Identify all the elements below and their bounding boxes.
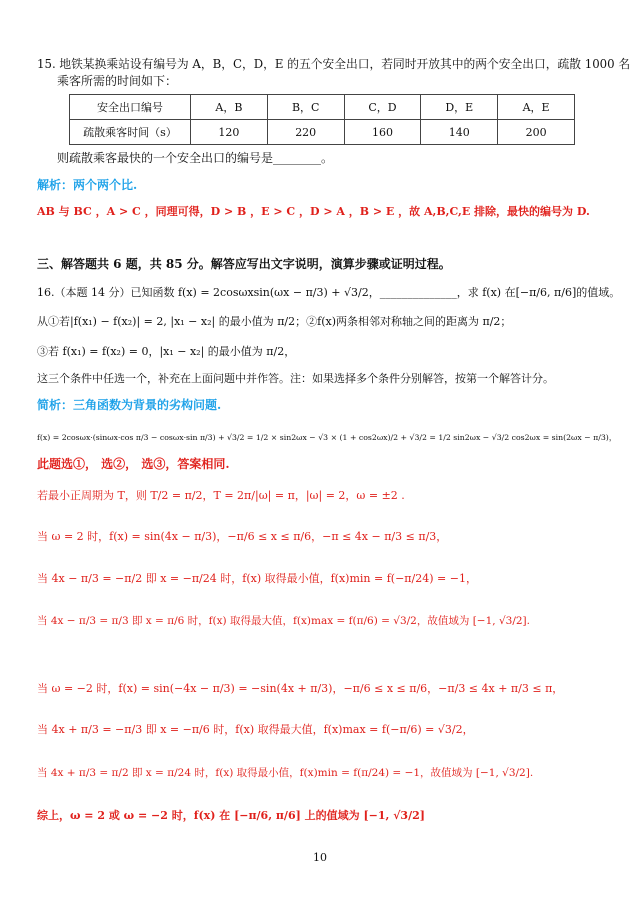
q16-case6: 当 4x + π/3 = π/2 即 x = π/24 时，f(x) 取得最小值，f(x)min = f(π/24) = −1，故值域为 [−1, √3/2].: [37, 767, 534, 779]
table-cell: D，E: [421, 95, 498, 120]
q16-brief: 简析：三角函数为背景的劣构问题.: [37, 398, 222, 412]
q16-period: 若最小正周期为 T，则 T/2 = π/2，T = 2π/|ω| = π，|ω| = 2，ω = ±2 .: [37, 489, 405, 502]
q16-conclusion: 综上，ω = 2 或 ω = −2 时，f(x) 在 [−π/6, π/6] 上的值域为 [−1, √3/2]: [37, 809, 425, 822]
q16-same-answer: 此题选①， 选②， 选③，答案相同.: [37, 457, 230, 471]
table-cell: 160: [344, 120, 421, 145]
table-cell: 140: [421, 120, 498, 145]
q16-line4: 这三个条件中任选一个，补充在上面问题中并作答。注：如果选择多个条件分别解答，按第一个解答计分。: [37, 372, 554, 385]
q16-case1: 当 ω = 2 时，f(x) = sin(4x − π/3)，−π/6 ≤ x ≤ π/6，−π ≤ 4x − π/3 ≤ π/3，: [37, 530, 448, 543]
q15-analysis: 解析：两个两个比.: [37, 178, 138, 192]
q16-line3: ③若 f(x₁) = f(x₂) = 0，|x₁ − x₂| 的最小值为 π/2，: [37, 345, 296, 358]
q15-answer: AB 与 BC ，A > C ，同理可得，D > B ，E > C ，D > A ，B > E ，故 A,B,C,E 排除，最快的编号为 D.: [37, 205, 590, 218]
q16-case5: 当 4x + π/3 = −π/3 即 x = −π/6 时，f(x) 取得最大值，f(x)max = f(−π/6) = √3/2，: [37, 723, 474, 736]
q15-question: 则疏散乘客最快的一个安全出口的编号是________。: [57, 151, 334, 165]
table-cell: 220: [267, 120, 344, 145]
q15-line1: 15. 地铁某换乘站设有编号为 A，B，C，D，E 的五个安全出口，若同时开放其中的两个安全出口，疏散 1000 名: [37, 57, 631, 71]
table-cell: 200: [498, 120, 575, 145]
q16-line2: 从①若|f(x₁) − f(x₂)| = 2, |x₁ − x₂| 的最小值为 π/2；②f(x)两条相邻对称轴之间的距离为 π/2；: [37, 315, 512, 328]
table-cell: A，E: [498, 95, 575, 120]
q15-line2: 乘客所需的时间如下：: [57, 74, 178, 88]
q16-case3: 当 4x − π/3 = π/3 即 x = π/6 时，f(x) 取得最大值，f(x)max = f(π/6) = √3/2，故值域为 [−1, √3/2].: [37, 615, 530, 627]
table-cell: A，B: [191, 95, 268, 120]
table-row: [70, 95, 575, 120]
table-cell: C，D: [344, 95, 421, 120]
table-cell: B，C: [267, 95, 344, 120]
section3-title: 三、解答题共 6 题，共 85 分。解答应写出文字说明，演算步骤或证明过程。: [37, 257, 451, 271]
evacuation-table: [69, 94, 575, 145]
page-number: 10: [313, 851, 327, 864]
q16-case4: 当 ω = −2 时，f(x) = sin(−4x − π/3) = −sin(4x + π/3)，−π/6 ≤ x ≤ π/6，−π/3 ≤ 4x + π/3 ≤ π，: [37, 682, 564, 695]
q16-case2: 当 4x − π/3 = −π/2 即 x = −π/24 时，f(x) 取得最小值，f(x)min = f(−π/24) = −1，: [37, 572, 477, 585]
table-cell: 120: [191, 120, 268, 145]
table-header-cell: 疏散乘客时间（s）: [70, 120, 191, 145]
q16-line1: 16.（本题 14 分）已知函数 f(x) = 2cosωxsin(ωx − π/3) + √3/2，______________，求 f(x) 在[−π/6, π/6]的值域。: [37, 286, 621, 299]
q16-derivation: f(x) = 2cosωx·(sinωx·cos π/3 − cosωx·sin π/3) + √3/2 = 1/2 × sin2ωx − √3 × (1 + cos2ωx)/2 + √3/2 = 1/2 sin2ωx − √3/2 cos2ωx = sin(2ωx − π/3)，: [37, 433, 617, 442]
table-row: [70, 120, 575, 145]
table-header-cell: 安全出口编号: [70, 95, 191, 120]
